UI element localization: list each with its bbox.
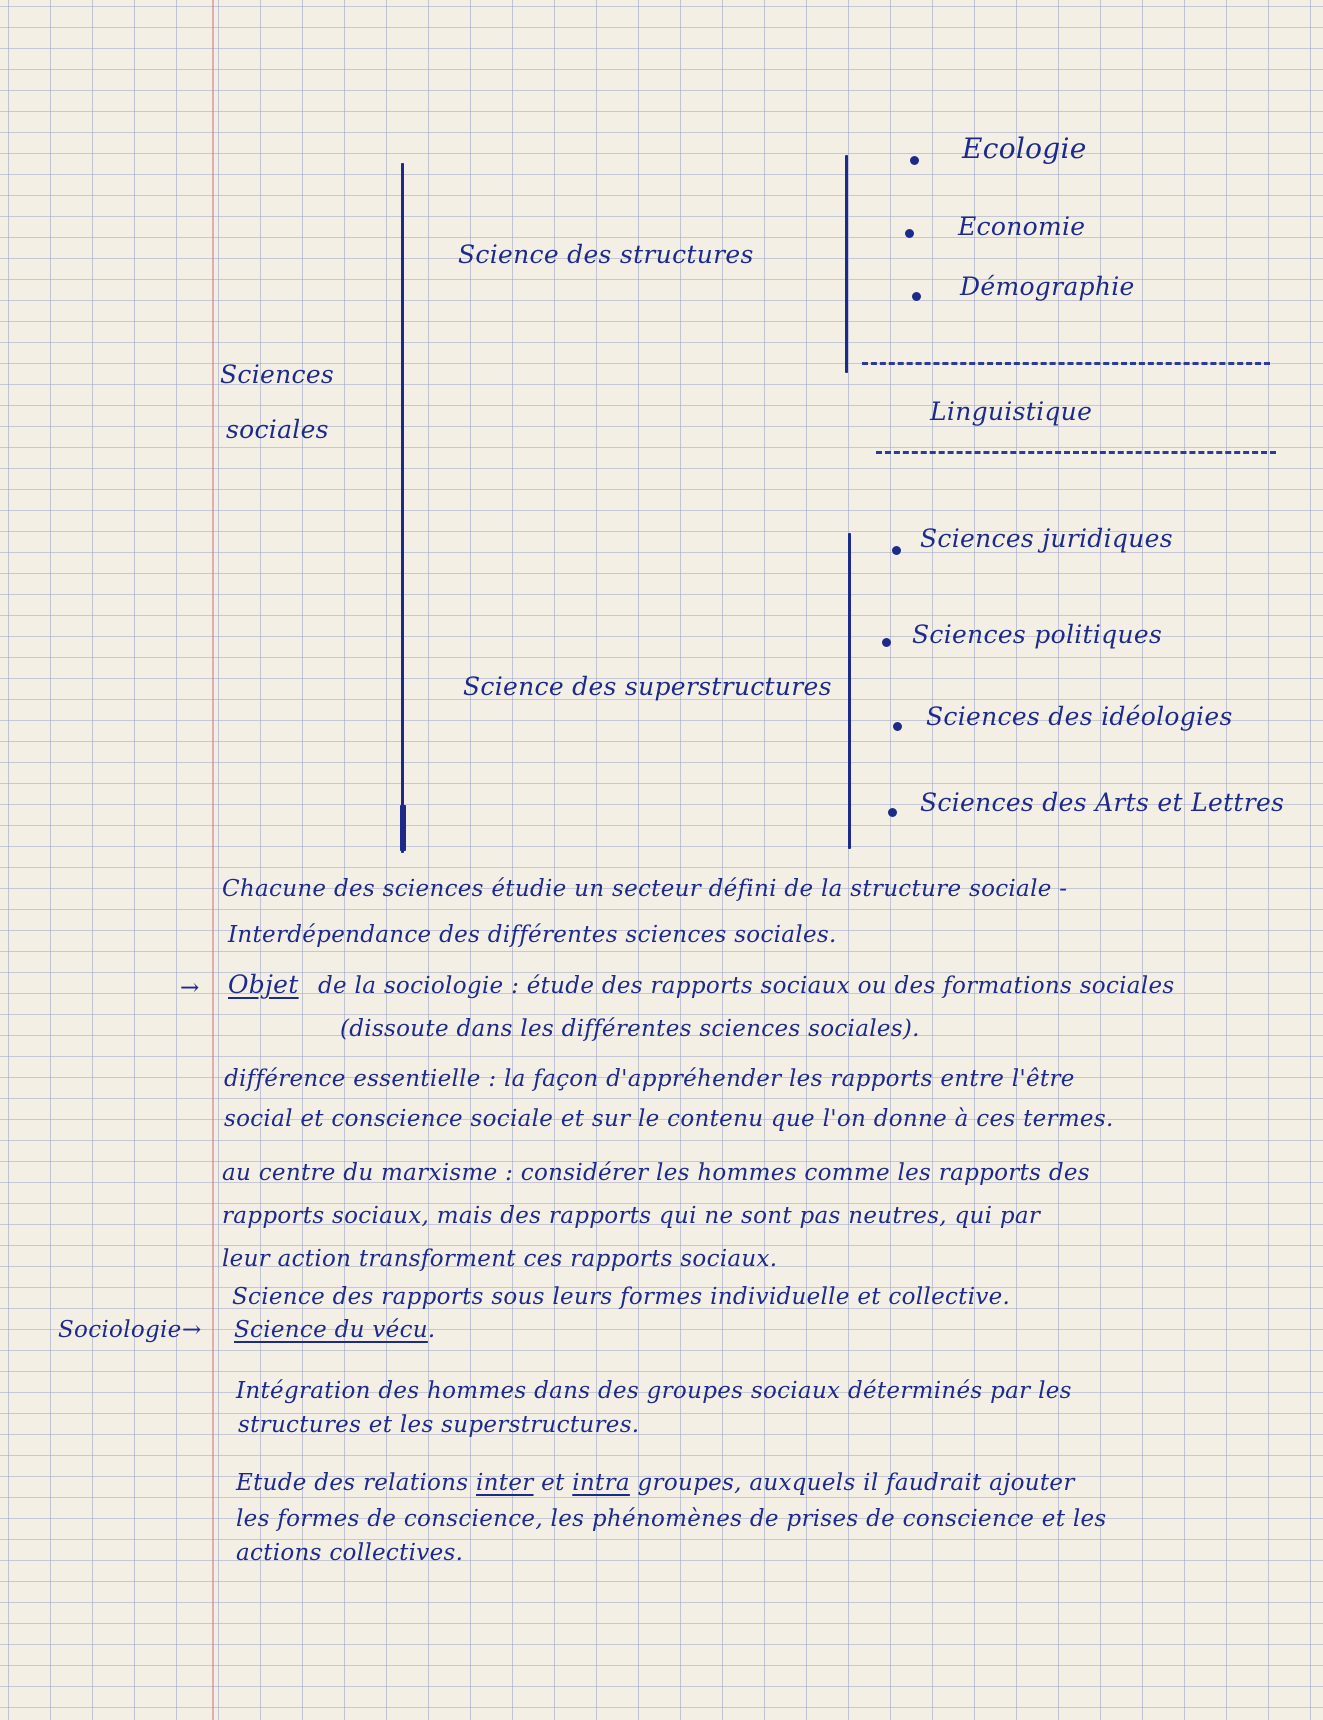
line13-end: groupes, auxquels il faudrait ajouter [637,1470,1075,1496]
root-label-sociales: sociales [226,415,329,444]
dashed-separator-top [862,362,1270,365]
note-line-12: structures et les superstructures. [238,1412,640,1438]
bullet-sciences-juridiques [892,546,901,555]
science-du-vecu-period: . [427,1317,436,1343]
bullet-sciences-politiques [882,638,891,647]
note-line-11: Intégration des hommes dans des groupes sociaux déterminés par les [236,1378,1072,1404]
note-line-10: Science des rapports sous leurs formes individuelle et collective. [232,1284,1011,1310]
line13-intra: intra [572,1470,630,1496]
item-sciences-politiques: Sciences politiques [912,620,1163,649]
note-line-7: au centre du marxisme : considérer les hommes comme les rapports des [222,1160,1090,1186]
line13-et: et [541,1470,565,1496]
note-line-8: rapports sociaux, mais des rapports qui ne sont pas neutres, qui par [222,1203,1041,1229]
item-sciences-ideologies: Sciences des idéologies [926,702,1233,731]
note-line-15: actions collectives. [236,1540,464,1566]
structures-label: Science des structures [458,240,754,269]
arrow-sociologie: → [182,1317,202,1343]
margin-note-sociologie: Sociologie [58,1317,182,1343]
margin-line [212,0,214,1720]
objet-label: Objet [228,970,299,999]
item-sciences-juridiques: Sciences juridiques [920,524,1173,553]
item-sciences-arts-lettres: Sciences des Arts et Lettres [920,788,1285,817]
line13-inter: inter [476,1470,534,1496]
arrow-objet: → [180,975,200,1001]
science-du-vecu: Science du vécu [234,1317,428,1343]
root-bracket-line [401,163,404,853]
note-line-1: Chacune des sciences étudie un secteur défini de la structure sociale - [222,876,1068,902]
item-ecologie: Ecologie [962,132,1087,165]
bullet-economie [905,229,914,238]
note-line-14: les formes de conscience, les phénomènes de prises de conscience et les [236,1506,1107,1532]
bullet-ecologie [910,156,919,165]
superstructures-bracket-line [848,533,851,849]
note-line-2: Interdépendance des différentes sciences sociales. [228,922,837,948]
superstructures-label: Science des superstructures [463,672,832,701]
structures-bracket-line [845,155,848,373]
item-economie: Economie [958,212,1086,241]
note-line-3: de la sociologie : étude des rapports sociaux ou des formations sociales [318,973,1175,999]
root-label-sciences: Sciences [220,360,335,389]
dashed-separator-bottom [876,451,1276,454]
note-line-5: différence essentielle : la façon d'appréhender les rapports entre l'être [224,1066,1075,1092]
science-du-vecu-line [234,1317,436,1343]
note-line-9: leur action transforment ces rapports sociaux. [222,1246,778,1272]
bullet-demographie [912,292,921,301]
middle-linguistique: Linguistique [930,397,1093,426]
item-demographie: Démographie [960,272,1135,301]
note-line-4: (dissoute dans les différentes sciences sociales). [340,1016,920,1042]
root-bracket-end [400,805,406,851]
line13-start: Etude des relations [236,1470,469,1496]
bullet-sciences-ideologies [893,722,902,731]
note-line-6: social et conscience sociale et sur le contenu que l'on donne à ces termes. [224,1106,1114,1132]
note-line-13 [236,1470,1075,1496]
bullet-sciences-arts-lettres [888,808,897,817]
